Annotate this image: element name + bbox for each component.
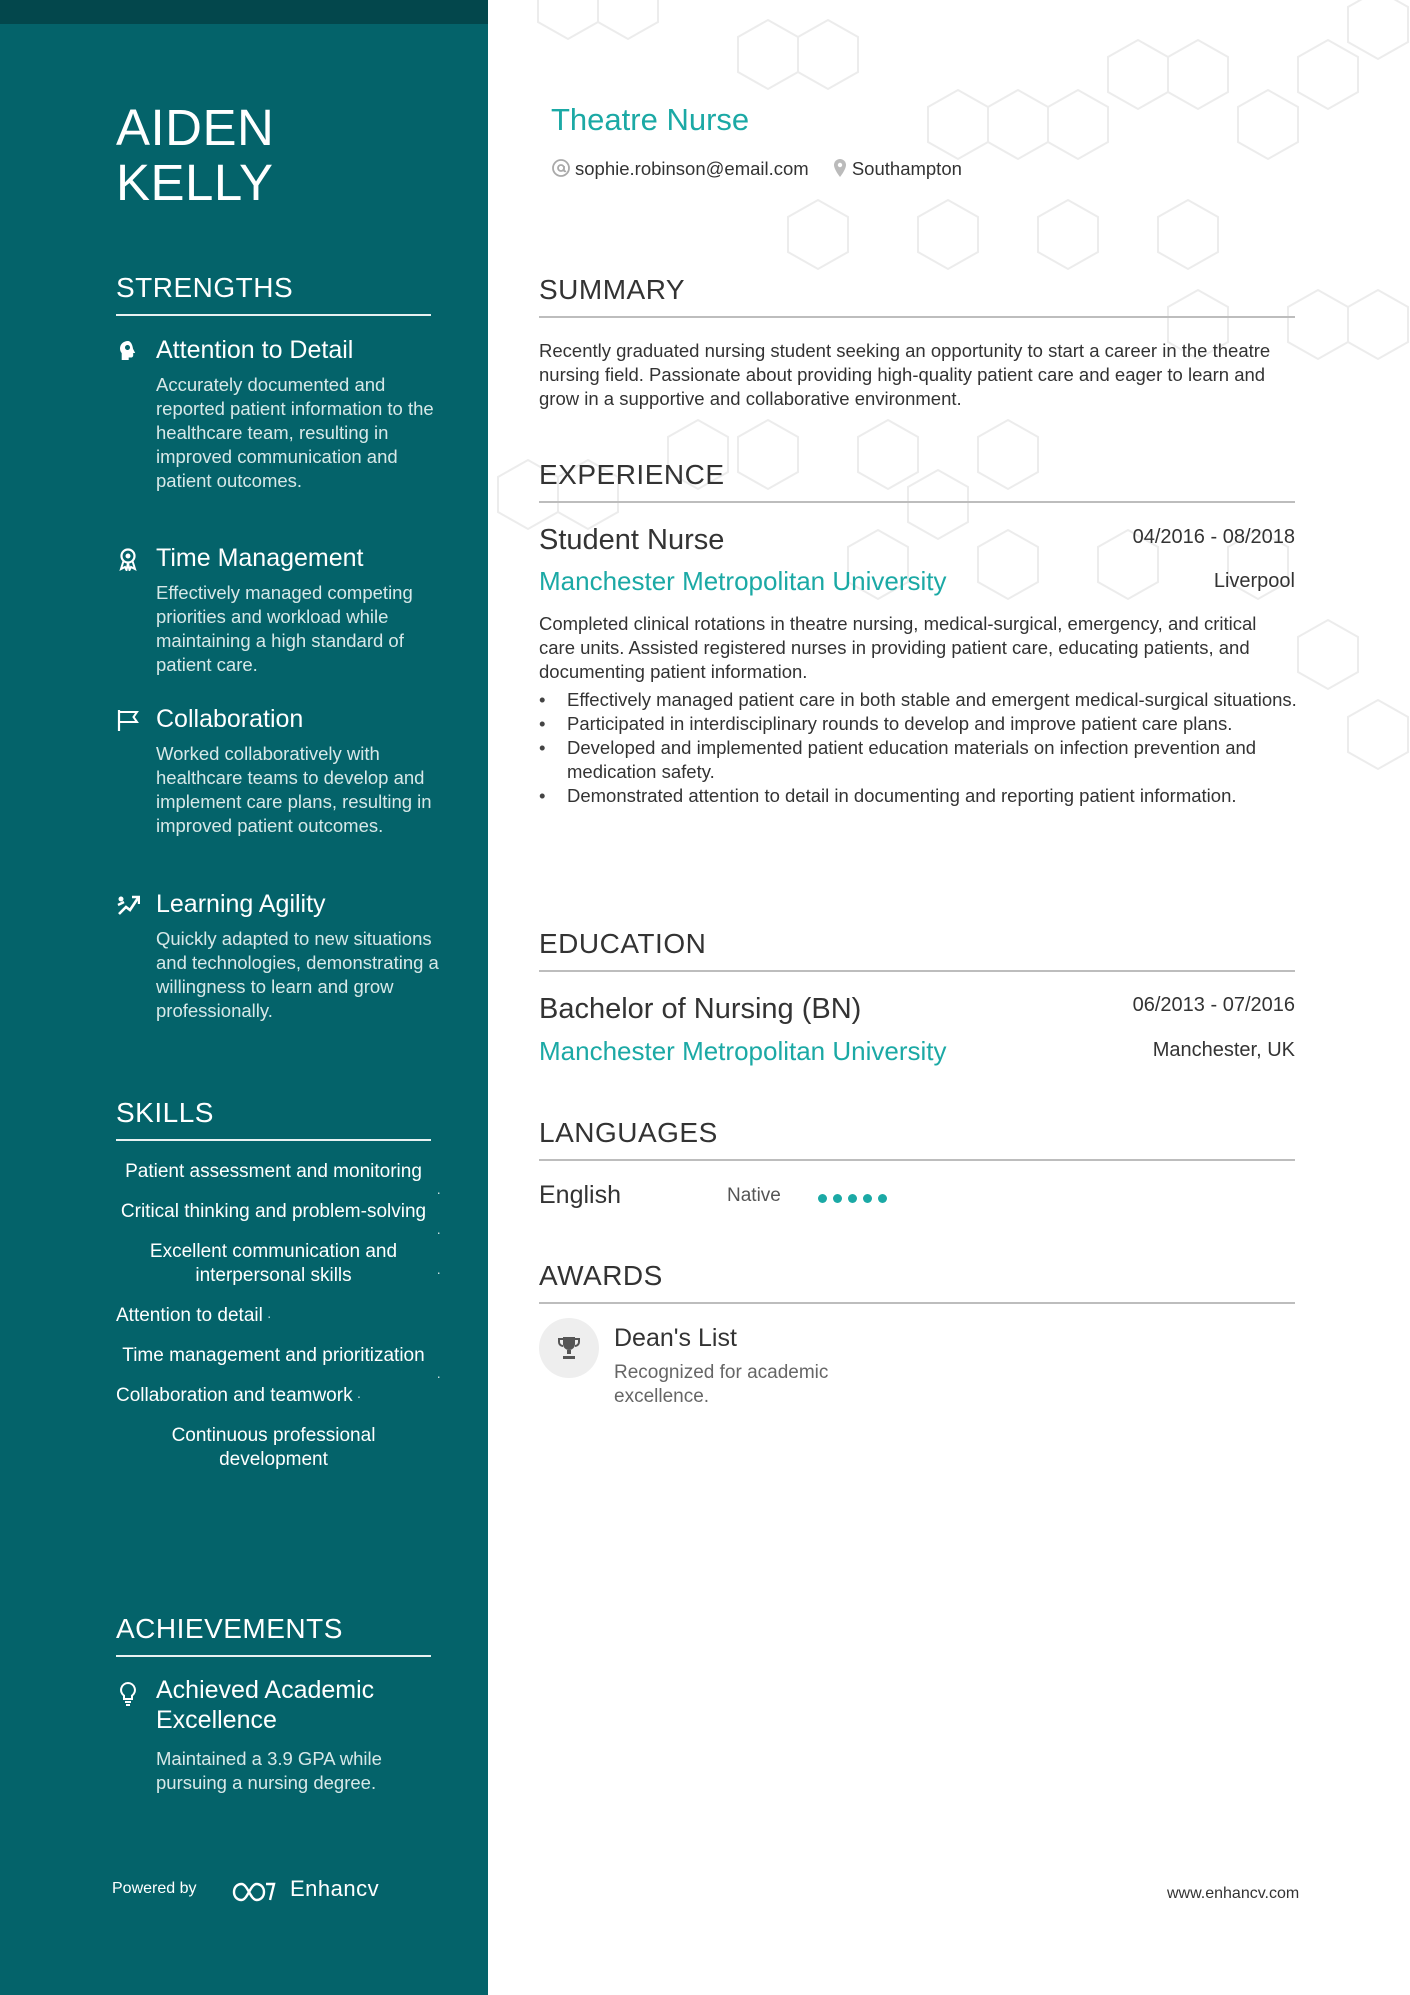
education-dates: 06/2013 - 07/2016 xyxy=(1132,994,1295,1016)
email-text[interactable]: sophie.robinson@email.com xyxy=(575,158,809,179)
summary-heading: SUMMARY xyxy=(539,274,1295,318)
skill-tag xyxy=(116,1160,441,1200)
skill-separator: · xyxy=(356,1388,362,1404)
skills-heading: SKILLS xyxy=(116,1097,431,1141)
language-rating xyxy=(818,1190,893,1208)
skill-tag xyxy=(116,1344,441,1384)
location-contact xyxy=(832,158,962,180)
strength-title: Learning Agility xyxy=(156,890,326,918)
at-icon xyxy=(551,158,571,178)
sidebar xyxy=(0,0,488,1995)
education-school: Manchester Metropolitan University xyxy=(539,1036,947,1066)
skill-label: Patient assessment and monitoring xyxy=(125,1161,422,1182)
enhancv-brand[interactable]: Enhancv xyxy=(290,1876,380,1901)
skill-separator: · xyxy=(436,1224,441,1240)
rating-dot xyxy=(878,1194,887,1203)
experience-role: Student Nurse xyxy=(539,524,725,556)
experience-bullet: • Demonstrated attention to detail in documenting and reporting patient information. xyxy=(539,784,1299,808)
skills-list xyxy=(116,1160,446,1488)
experience-bullets xyxy=(539,688,1299,808)
strength-description: Quickly adapted to new situations and technologies, demonstrating a willingness to learn and grow professionally. xyxy=(156,928,439,1021)
location-text: Southampton xyxy=(851,158,962,179)
award-description: Recognized for academic excellence. xyxy=(614,1362,829,1407)
experience-dates: 04/2016 - 08/2018 xyxy=(1132,526,1295,548)
strength-title: Time Management xyxy=(156,544,364,572)
achievements-heading: ACHIEVEMENTS xyxy=(116,1613,431,1657)
map-pin-icon xyxy=(832,158,848,178)
lightbulb-icon xyxy=(116,1681,140,1707)
skill-label: Collaboration and teamwork xyxy=(116,1385,353,1406)
skill-tag xyxy=(116,1384,431,1408)
skill-separator: · xyxy=(436,1264,441,1280)
education-heading: EDUCATION xyxy=(539,928,1295,972)
strength-description: Accurately documented and reported patient information to the healthcare team, resulting in improved communication and patient outcomes. xyxy=(156,374,434,491)
languages-heading: LANGUAGES xyxy=(539,1117,1295,1161)
experience-description: Completed clinical rotations in theatre nursing, medical-surgical, emergency, and critical care units. Assisted registered nurses in providing patient care, educating patients, and documenting patient information. xyxy=(539,613,1257,682)
rating-dot xyxy=(818,1194,827,1203)
skill-tag xyxy=(116,1200,441,1240)
summary-text: Recently graduated nursing student seeking an opportunity to start a career in the theatre nursing field. Passionate about providing high-quality patient care and eager to learn and grow in a supportive and collaborative environment. xyxy=(539,340,1271,409)
skill-label: Excellent communication and interpersonal skills xyxy=(149,1241,398,1286)
skill-tag xyxy=(116,1304,431,1328)
sidebar-top-strip xyxy=(0,0,488,24)
education-degree: Bachelor of Nursing (BN) xyxy=(539,993,862,1025)
candidate-name xyxy=(116,100,274,210)
experience-bullet: • Participated in interdisciplinary rounds to develop and improve patient care plans. xyxy=(539,712,1299,736)
trophy-icon xyxy=(557,1335,581,1361)
award-ribbon-icon xyxy=(116,547,140,571)
strength-description: Effectively managed competing priorities and workload while maintaining a high standard of patient care. xyxy=(156,582,413,675)
strength-description: Worked collaboratively with healthcare teams to develop and implement care plans, resulting in improved patient outcomes. xyxy=(156,743,432,836)
skill-label: Attention to detail xyxy=(116,1305,263,1326)
language-level: Native xyxy=(727,1185,781,1206)
email-contact[interactable] xyxy=(551,158,809,180)
skill-label: Continuous professional development xyxy=(171,1425,376,1470)
rating-dot xyxy=(863,1194,872,1203)
awards-heading: AWARDS xyxy=(539,1260,1295,1304)
award-title: Dean's List xyxy=(614,1324,737,1352)
agility-icon xyxy=(116,893,140,917)
skill-separator: · xyxy=(266,1308,272,1324)
achievement-title: Achieved Academic Excellence xyxy=(156,1676,375,1734)
head-brain-icon xyxy=(116,339,140,363)
skill-tag xyxy=(116,1424,431,1472)
flag-icon xyxy=(116,708,140,732)
experience-location: Liverpool xyxy=(1213,570,1295,592)
strength-title: Collaboration xyxy=(156,705,304,733)
footer-url-link[interactable]: www.enhancv.com xyxy=(1167,1885,1300,1902)
experience-bullet: • Developed and implemented patient education materials on infection prevention and medication safety. xyxy=(539,736,1299,784)
award-icon-badge xyxy=(539,1318,599,1378)
skill-label: Critical thinking and problem-solving xyxy=(120,1201,427,1222)
powered-by-label: Powered by xyxy=(112,1880,197,1897)
experience-heading: EXPERIENCE xyxy=(539,459,1295,503)
strengths-heading: STRENGTHS xyxy=(116,272,431,316)
education-location: Manchester, UK xyxy=(1152,1039,1295,1061)
strength-title: Attention to Detail xyxy=(156,336,354,364)
first-name: AIDEN xyxy=(116,99,275,156)
skill-separator: · xyxy=(436,1368,441,1384)
experience-bullet: • Effectively managed patient care in both stable and emergent medical-surgical situations. xyxy=(539,688,1299,712)
rating-dot xyxy=(833,1194,842,1203)
job-title-headline: Theatre Nurse xyxy=(551,102,750,137)
enhancv-logo-icon[interactable] xyxy=(230,1878,278,1906)
skill-tag xyxy=(116,1240,441,1288)
language-name: English xyxy=(539,1181,621,1209)
skill-separator: · xyxy=(436,1184,441,1200)
contact-info xyxy=(551,158,980,180)
achievement-description: Maintained a 3.9 GPA while pursuing a nursing degree. xyxy=(156,1748,382,1793)
rating-dot xyxy=(848,1194,857,1203)
skill-label: Time management and prioritization xyxy=(122,1345,425,1366)
last-name: KELLY xyxy=(116,154,274,211)
experience-company: Manchester Metropolitan University xyxy=(539,566,947,596)
